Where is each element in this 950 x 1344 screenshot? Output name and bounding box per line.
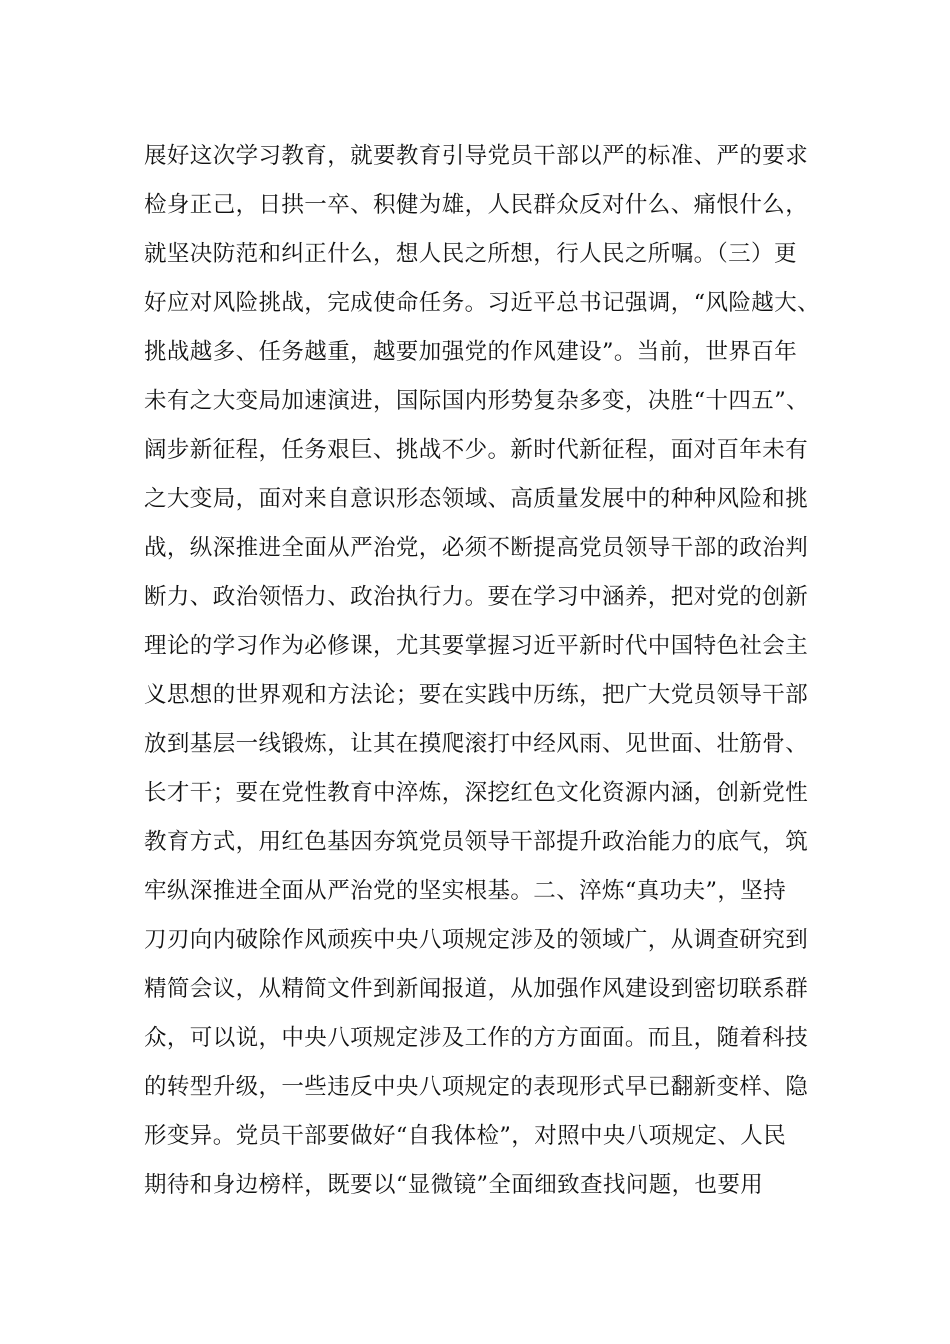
body-text [144, 132, 844, 1210]
text-line: 就坚决防范和纠正什么，想人民之所想，行人民之所嘱。（三）更 [144, 241, 797, 267]
text-line: 精简会议，从精简文件到新闻报道，从加强作风建设到密切联系群 [144, 976, 809, 1002]
text-line: 长才干；要在党性教育中淬炼，深挖红色文化资源内涵，创新党性 [144, 780, 809, 806]
text-line: 阔步新征程，任务艰巨、挑战不少。新时代新征程，面对百年未有 [144, 437, 809, 463]
text-line: 未有之大变局加速演进，国际国内形势复杂多变，决胜“十四五”、 [144, 388, 810, 414]
text-line: 的转型升级，一些违反中央八项规定的表现形式早已翻新变样、隐 [144, 1074, 809, 1100]
text-line: 好应对风险挑战，完成使命任务。习近平总书记强调，“风险越大、 [144, 290, 821, 316]
text-line: 断力、政治领悟力、政治执行力。要在学习中涵养，把对党的创新 [144, 584, 809, 610]
text-line: 刀刃向内破除作风顽疾中央八项规定涉及的领域广，从调查研究到 [144, 927, 809, 953]
text-line: 牢纵深推进全面从严治党的坚实根基。二、淬炼“真功夫”，坚持 [144, 878, 787, 904]
text-line: 教育方式，用红色基因夯筑党员领导干部提升政治能力的底气，筑 [144, 829, 809, 855]
text-line: 战，纵深推进全面从严治党，必须不断提高党员领导干部的政治判 [144, 535, 809, 561]
text-line: 检身正己，日拱一卒、积健为雄，人民群众反对什么、痛恨什么， [144, 192, 809, 218]
text-line: 展好这次学习教育，就要教育引导党员干部以严的标准、严的要求 [144, 143, 809, 169]
text-line: 挑战越多、任务越重，越要加强党的作风建设”。当前，世界百年 [144, 339, 798, 365]
text-line: 义思想的世界观和方法论；要在实践中历练，把广大党员领导干部 [144, 682, 809, 708]
text-line: 之大变局，面对来自意识形态领域、高质量发展中的种种风险和挑 [144, 486, 809, 512]
text-line: 众，可以说，中央八项规定涉及工作的方方面面。而且，随着科技 [144, 1025, 809, 1051]
text-line: 形变异。党员干部要做好“自我体检”，对照中央八项规定、人民 [144, 1123, 787, 1149]
text-line: 理论的学习作为必修课，尤其要掌握习近平新时代中国特色社会主 [144, 633, 809, 659]
text-line: 放到基层一线锻炼，让其在摸爬滚打中经风雨、见世面、壮筋骨、 [144, 731, 809, 757]
text-line: 期待和身边榜样，既要以“显微镜”全面细致查找问题，也要用 [144, 1172, 764, 1198]
